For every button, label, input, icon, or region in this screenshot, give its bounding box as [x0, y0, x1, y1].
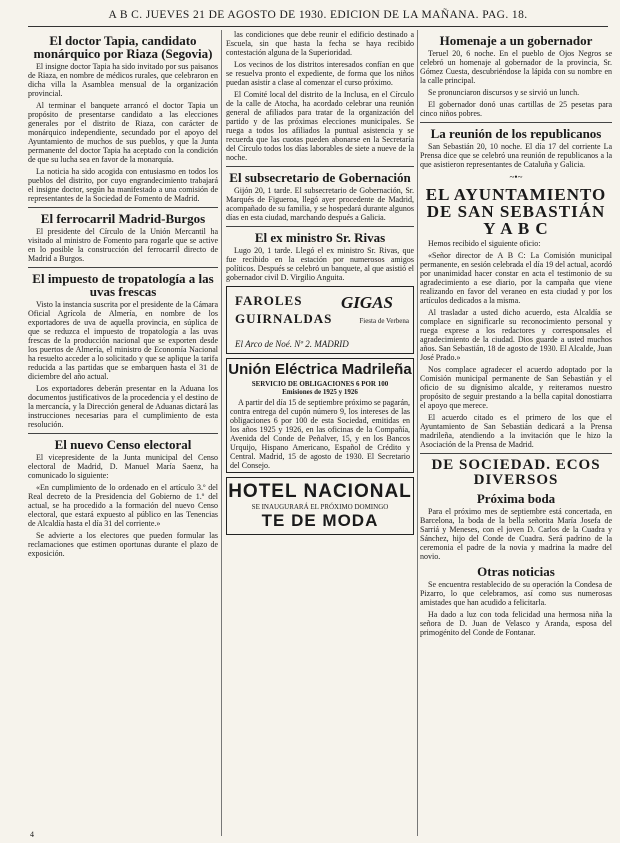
paragraph: El Comité local del distrito de la Inclusa, en el Círculo de la calle de Atocha, ha acordado celebrar una reunión general de afiliados para tratar de la organización del partido y de las próximas elecciones municipales. Se ruega a todos los afiliados la puntual asistencia y se recuerda que las cuotas pueden abonarse en la Secretaría del Círculo todos los días laborables de siete a nueve de la noche. [226, 90, 414, 162]
ad-tag: Fiesta de Verbena [359, 317, 409, 325]
ad-line: FAROLES [235, 293, 303, 308]
divider [28, 267, 218, 268]
article-title-republicanos: La reunión de los republicanos [430, 126, 602, 141]
paragraph: Teruel 20, 6 noche. En el pueblo de Ojos Negros se celebró un homenaje al gobernador de la provincia, Sr. Gómez Cuesta, descubriéndose la lápida con su nombre en la calle principal. [420, 49, 612, 85]
paragraph: El acuerdo citado es el primero de los que el Ayuntamiento de San Sebastián dedicará a la Prensa madrileña, atendiendo a la invitación que le hizo la Asociación de la Prensa de Madrid. [420, 413, 612, 449]
ad-brand: GIGAS [341, 293, 393, 312]
folio-number: 4 [30, 830, 34, 839]
paragraph: Al terminar el banquete arrancó el doctor Tapia un propósito de presentarse candidato a las elecciones generales por el distrito de Riaza, con carácter de monárquico independiente, secundado por el apoyo del Ayuntamiento de muchos de sus pueblos, y que la Junta permanente del doctor Tapia ha aceptado con la condición de que su lucha sea en favor de la monarquía. [28, 101, 218, 164]
divider [226, 166, 414, 167]
paragraph: El insigne doctor Tapia ha sido invitado por sus paisanos de Riaza, en nombre de médicos rurales, que celebraron en dicha villa la Asamblea mensual de la organización provincial. [28, 62, 218, 98]
ad-subtitle: SERVICIO DE OBLIGACIONES 6 POR 100 [251, 380, 389, 388]
ad-tagline: TE DE MODA [261, 511, 379, 530]
paragraph: Hemos recibido el siguiente oficio: [428, 239, 541, 248]
advertisement-faroles [226, 286, 414, 354]
paragraph: Al trasladar a usted dicho acuerdo, esta Alcaldía se complace en significarle su reconocimiento personal y ruega exprese a los redactores y corresponsales el agradecimiento de la ciudad. Dios guarde a usted muchos años. San Sebastián, 18 de agosto de 1930. El Alcalde, Juan José Prado.» [420, 308, 612, 362]
paragraph: Se advierte a los electores que pueden formular las reclamaciones que estimen oportunas durante el plazo de exposición. [28, 531, 218, 558]
divider [28, 433, 218, 434]
column-left [28, 30, 218, 840]
paragraph: las condiciones que debe reunir el edificio destinado a Escuela, sin que hasta la fecha se haya recibido contestación alguna de la Superioridad. [226, 30, 414, 57]
paragraph: El vicepresidente de la Junta municipal del Censo electoral de Madrid, D. Manuel María Saenz, ha comunicado lo siguiente: [28, 453, 218, 480]
article-title-boda: Próxima boda [476, 491, 556, 506]
paragraph: Los exportadores deberán presentar en la Aduana los documentos justificativos de la procedencia y el destino de la mercancía, y la Dirección general de Aduanas dictará las instrucciones necesarias para el cumplimiento de esta resolución. [28, 384, 218, 429]
column-rule [417, 30, 418, 836]
ad-line: GUIRNALDAS [235, 311, 333, 326]
ad-body: A partir del día 15 de septiembre próximo se pagarán, contra entrega del cupón número 9, los intereses de las obligaciones 6 por 100 de esta Sociedad, emitidas en los años 1925 y 1926, en las oficinas de la Compañía, Avenida del Conde de Peñalver, 15, y en los Bancos Urquijo, Hispano Americano, Español de Crédito y Central. Madrid, 15 de agosto de 1930. El Secretario del Consejo. [230, 398, 410, 470]
divider [420, 122, 612, 123]
article-title-rivas: El ex ministro Sr. Rivas [254, 230, 386, 245]
paragraph: La noticia ha sido acogida con entusiasmo en todos los pueblos del distrito, por cuyo engrandecimiento trabajará el insigne doctor, según ha manifestado a una comisión de representantes de la Sociedad de Fomento de Madrid. [28, 167, 218, 203]
divider [28, 207, 218, 208]
article-title-tapia: El doctor Tapia, candidato monárquico por Riaza (Segovia) [33, 33, 213, 61]
paragraph: Visto la instancia suscrita por el presidente de la Cámara Oficial Agrícola de Almería, en nombre de los exportadores de uva de aquella provincia, en súplica de que se reduzca el impuesto de tropatología a las uvas frescas de la producción nacional que se exporten desde los puertos de Almería, el ministro de Economía Nacional ha resuelto acceder a lo solicitado y que se aplique la tarifa reducida a las partidas que se embarquen hasta el 31 de diciembre del año actual. [28, 300, 218, 381]
ad-subtitle: SE INAUGURARÁ EL PRÓXIMO DOMINGO [251, 503, 389, 511]
ornament: ~•~ [509, 172, 523, 182]
paragraph: Gijón 20, 1 tarde. El subsecretario de Gobernación, Sr. Marqués de Figueroa, llegó ayer procedente de Madrid, acompañado de su familia, y se hospedará durante algunos días en esta ciudad, marchando después a Galicia. [226, 186, 414, 222]
divider [420, 453, 612, 454]
paragraph: Los vecinos de los distritos interesados confían en que se resuelva pronto el expediente, de forma que los niños puedan asistir a clase al comenzar el curso próximo. [226, 60, 414, 87]
column-rule [221, 30, 222, 836]
paragraph: Se encuentra restablecido de su operación la Condesa de Pizarro, lo que celebramos, así como sus numerosas amistades que han acudido a felicitarla. [420, 580, 612, 607]
paragraph: Se pronunciaron discursos y se sirvió un lunch. [428, 88, 580, 97]
paragraph: El presidente del Círculo de la Unión Mercantil ha visitado al ministro de Fomento para rogarle que se active en lo posible la construcción del ferrocarril directo de Madrid a Burgos. [28, 227, 218, 263]
paragraph: Para el próximo mes de septiembre está concertada, en Barcelona, la boda de la bella señorita María Josefa de Sarriá y Meneses, con el joven D. Carlos de la Cuadra y Sánchez, hijo del Conde de Cuadra. Será padrino de la ceremonia el padre de la novia y madrina la madre del novio. [420, 507, 612, 561]
paragraph: Lugo 20, 1 tarde. Llegó el ex ministro Sr. Rivas, que fue recibido en la estación por numerosos amigos políticos. Después se celebró un banquete, al que asistió el gobernador civil D. Virgilio Anguita. [226, 246, 414, 282]
divider [226, 226, 414, 227]
article-title-homenaje: Homenaje a un gobernador [439, 33, 593, 48]
paragraph: Nos complace agradecer el acuerdo adoptado por la Comisión municipal permanente de San Sebastián y el oficio de su dignísimo alcalde, y reiteramos nuestro propósito de seguir prestando a la bella capital donostiarra el apoyo que merece. [420, 365, 612, 410]
ad-title: HOTEL NACIONAL [228, 481, 412, 502]
advertisement-union-electrica [226, 358, 414, 473]
column-right [420, 30, 612, 840]
paragraph: El gobernador donó unas cartillas de 25 pesetas para cinco niños pobres. [420, 100, 612, 118]
paragraph: «Señor director de A B C: La Comisión municipal permanente, en sesión celebrada el día 19 del actual, acordó por unanimidad hacer constar en acta el testimonio de su agradecimiento a ese diario, por la campaña que viene realizando en favor del veraneo en esta ciudad y por los artículos dedicados a la misma. [420, 251, 612, 305]
article-title-otras: Otras noticias [477, 564, 555, 579]
page-header: A B C. JUEVES 21 DE AGOSTO DE 1930. EDICION DE LA MAÑANA. PAG. 18. [28, 4, 608, 27]
article-title-censo: El nuevo Censo electoral [54, 437, 192, 452]
article-title-impuesto: El impuesto de tropatología a las uvas frescas [32, 271, 214, 299]
paragraph: Ha dado a luz con toda felicidad una hermosa niña la señora de D. Juan de Velasco y Aranda, esposa del primogénito del Conde de Fontanar. [420, 610, 612, 637]
ad-title: Unión Eléctrica Madrileña [228, 361, 412, 378]
paragraph: San Sebastián 20, 10 noche. El día 17 del corriente La Prensa dice que se celebró una reunión de republicanos a la que asistieron representantes de Cataluña y Galicia. [420, 142, 612, 169]
paragraph: «En cumplimiento de lo ordenado en el artículo 3.º del Real decreto de la Presidencia del Gobierno de 1.º del actual, se ha procedido a la formación del nuevo Censo electoral, que estará expuesto al público en las Tenencias de Alcaldía hasta el día 31 del corriente.» [28, 483, 218, 528]
section-title-sociedad: DE SOCIEDAD. ECOS DIVERSOS [431, 457, 601, 488]
article-title-ferrocarril: El ferrocarril Madrid-Burgos [40, 211, 206, 226]
ad-address: El Arco de Noé. Nº 2. MADRID [235, 339, 349, 349]
advertisement-hotel-nacional [226, 477, 414, 535]
article-title-ayuntamiento: EL AYUNTAMIENTO DE SAN SEBASTIÁN Y A B C [425, 185, 607, 238]
article-title-subsecretario: El subsecretario de Gobernación [229, 170, 411, 185]
column-middle [226, 30, 414, 840]
ad-subtitle: Emisiones de 1925 y 1926 [282, 388, 358, 396]
